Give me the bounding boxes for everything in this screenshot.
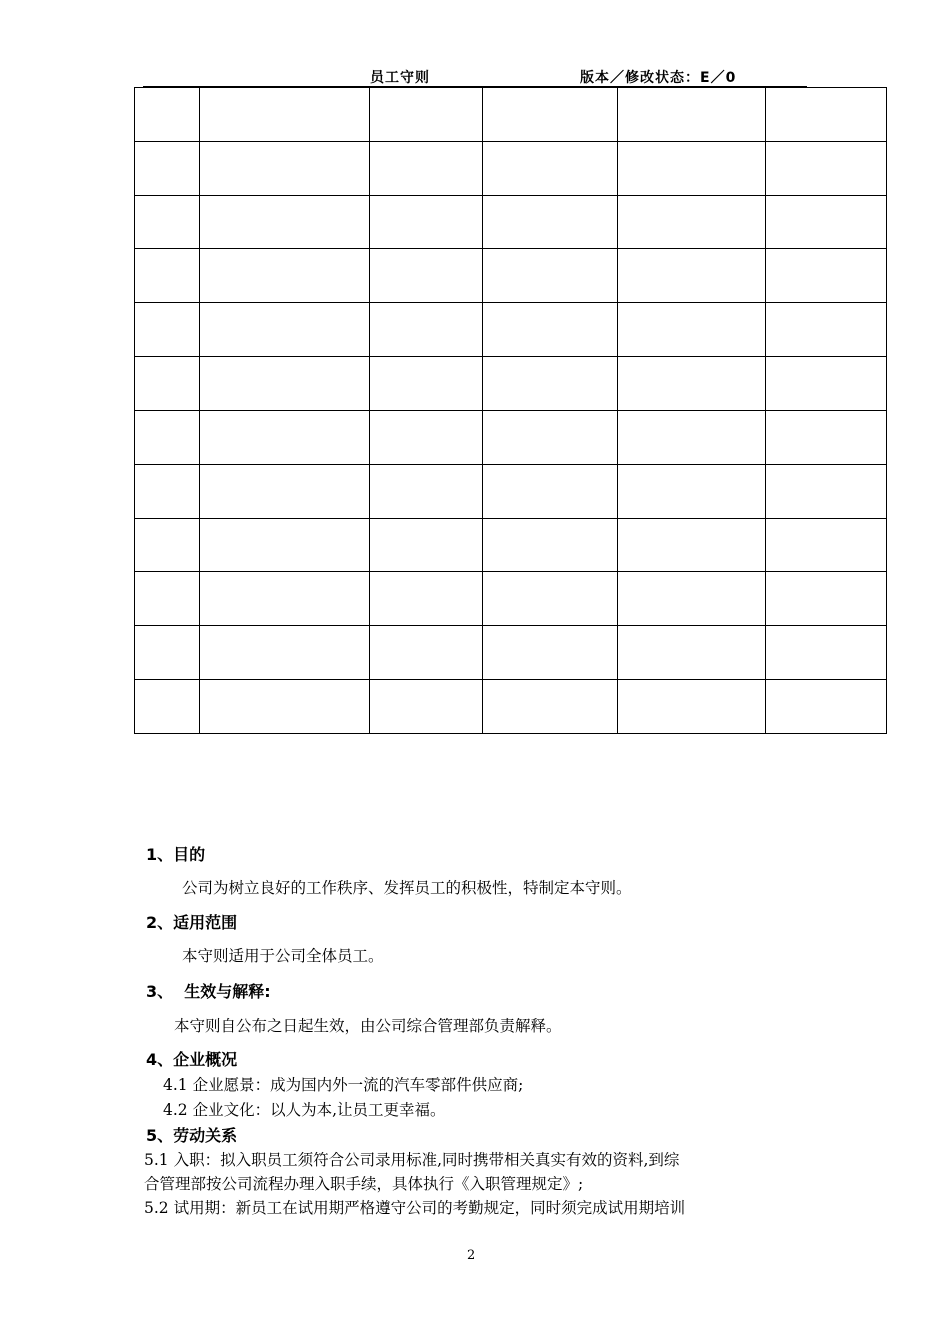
table-cell xyxy=(618,572,766,626)
table-cell xyxy=(483,357,618,411)
table-cell xyxy=(200,464,370,518)
table-cell xyxy=(483,249,618,303)
table-cell xyxy=(618,464,766,518)
section-2-heading: 2、适用范围 xyxy=(146,913,238,932)
table-cell xyxy=(200,410,370,464)
table-cell xyxy=(766,464,887,518)
section-5-line: 5.2 试用期：新员工在试用期严格遵守公司的考勤规定，同时须完成试用期培训 xyxy=(144,1199,686,1217)
table-cell xyxy=(766,141,887,195)
table-cell xyxy=(370,357,483,411)
table-cell xyxy=(200,626,370,680)
section-5-line: 5.1 入职：拟入职员工须符合公司录用标准,同时携带相关真实有效的资料,到综 xyxy=(144,1151,680,1169)
table-cell xyxy=(135,410,200,464)
table-cell xyxy=(483,141,618,195)
table-row xyxy=(135,303,887,357)
table-cell xyxy=(618,357,766,411)
table-cell xyxy=(135,195,200,249)
table-cell xyxy=(135,680,200,734)
table-cell xyxy=(483,572,618,626)
table-cell xyxy=(370,464,483,518)
table-row xyxy=(135,195,887,249)
section-5-heading: 5、劳动关系 xyxy=(146,1126,238,1145)
table-cell xyxy=(370,195,483,249)
table-row xyxy=(135,680,887,734)
table-cell xyxy=(618,680,766,734)
table-row xyxy=(135,249,887,303)
revision-table xyxy=(134,87,887,734)
table-cell xyxy=(370,303,483,357)
table-cell xyxy=(200,518,370,572)
table-cell xyxy=(135,303,200,357)
section-3-text: 本守则自公布之日起生效，由公司综合管理部负责解释。 xyxy=(174,1017,562,1035)
table-cell xyxy=(618,88,766,142)
table-cell xyxy=(135,141,200,195)
revision-table-body xyxy=(135,88,887,734)
table-cell xyxy=(766,357,887,411)
table-cell xyxy=(135,249,200,303)
table-cell xyxy=(483,464,618,518)
table-cell xyxy=(618,195,766,249)
table-cell xyxy=(618,518,766,572)
section-3-heading: 3、 生效与解释: xyxy=(146,982,271,1001)
table-cell xyxy=(370,249,483,303)
table-row xyxy=(135,626,887,680)
table-cell xyxy=(618,141,766,195)
table-row xyxy=(135,464,887,518)
section-2-text: 本守则适用于公司全体员工。 xyxy=(182,947,384,965)
table-cell xyxy=(483,680,618,734)
table-cell xyxy=(483,303,618,357)
table-row xyxy=(135,518,887,572)
table-cell xyxy=(766,88,887,142)
table-cell xyxy=(370,518,483,572)
table-cell xyxy=(766,626,887,680)
table-row xyxy=(135,572,887,626)
table-cell xyxy=(766,680,887,734)
page-number: 2 xyxy=(467,1248,476,1263)
table-cell xyxy=(370,626,483,680)
table-cell xyxy=(370,410,483,464)
section-1-text: 公司为树立良好的工作秩序、发挥员工的积极性，特制定本守则。 xyxy=(182,879,632,897)
table-cell xyxy=(200,141,370,195)
table-cell xyxy=(766,249,887,303)
table-cell xyxy=(200,572,370,626)
table-cell xyxy=(483,626,618,680)
table-row xyxy=(135,357,887,411)
table-cell xyxy=(618,303,766,357)
table-row xyxy=(135,88,887,142)
table-cell xyxy=(200,680,370,734)
table-cell xyxy=(200,249,370,303)
table-cell xyxy=(135,518,200,572)
table-cell xyxy=(200,88,370,142)
section-4-item: 4.2 企业文化：以人为本,让员工更幸福。 xyxy=(163,1101,446,1119)
table-cell xyxy=(135,626,200,680)
table-cell xyxy=(766,518,887,572)
section-4-heading: 4、企业概况 xyxy=(146,1050,238,1069)
table-cell xyxy=(618,410,766,464)
table-cell xyxy=(370,680,483,734)
table-cell xyxy=(135,357,200,411)
document-title: 员工守则 xyxy=(370,70,430,86)
table-cell xyxy=(370,141,483,195)
table-cell xyxy=(483,88,618,142)
table-cell xyxy=(766,303,887,357)
table-cell xyxy=(483,518,618,572)
table-cell xyxy=(200,303,370,357)
table-cell xyxy=(618,249,766,303)
table-cell xyxy=(370,572,483,626)
table-cell xyxy=(135,464,200,518)
table-cell xyxy=(483,410,618,464)
table-cell xyxy=(766,410,887,464)
table-cell xyxy=(200,195,370,249)
section-5-line: 合管理部按公司流程办理入职手续，具体执行《入职管理规定》; xyxy=(144,1175,584,1193)
table-cell xyxy=(135,88,200,142)
table-cell xyxy=(483,195,618,249)
section-1-heading: 1、目的 xyxy=(146,845,206,864)
table-cell xyxy=(135,572,200,626)
table-cell xyxy=(766,195,887,249)
table-cell xyxy=(370,88,483,142)
version-status: 版本／修改状态：E／0 xyxy=(580,70,737,86)
table-cell xyxy=(618,626,766,680)
table-row xyxy=(135,141,887,195)
table-cell xyxy=(200,357,370,411)
table-row xyxy=(135,410,887,464)
table-cell xyxy=(766,572,887,626)
section-4-item: 4.1 企业愿景：成为国内外一流的汽车零部件供应商; xyxy=(163,1076,524,1094)
